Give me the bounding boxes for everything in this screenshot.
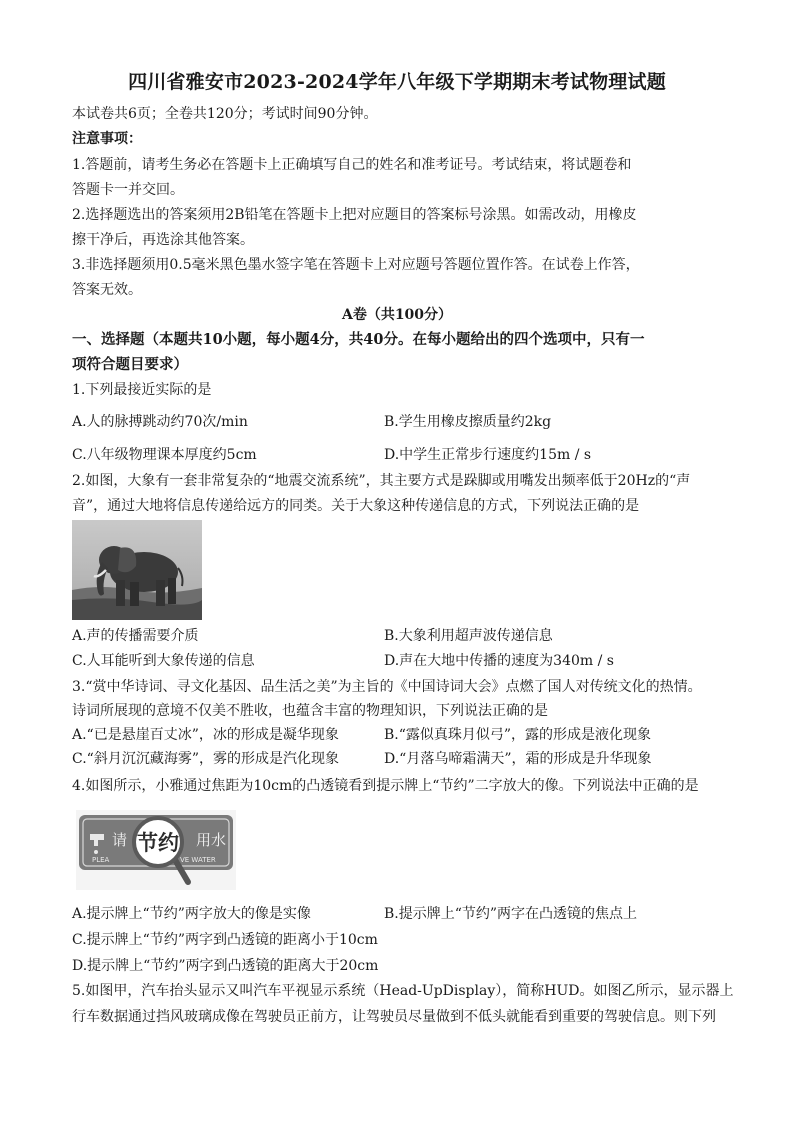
q3-option-b: B.“露似真珠月似弓”，露的形成是液化现象 [384, 727, 652, 743]
page-title: 四川省雅安市2023-2024学年八年级下学期期末考试物理试题 [128, 71, 666, 93]
q4-option-a: A.提示牌上“节约”两字放大的像是实像 [72, 906, 311, 922]
q1-option-c: C.八年级物理课本厚度约5cm [72, 447, 257, 463]
q1-option-b: B.学生用橡皮擦质量约2kg [384, 414, 552, 430]
volume-title: A卷（共100分） [341, 307, 453, 323]
notes-heading: 注意事项： [72, 131, 142, 147]
sign-sub-left: PLEA [92, 856, 110, 864]
sign-image [76, 810, 236, 890]
note-line: 3.非选择题须用0.5毫米黑色墨水签字笔在答题卡上对应题号答题位置作答。在试卷上作答， [72, 257, 640, 273]
q3-option-d: D.“月落乌啼霜满天”，霜的形成是升华现象 [384, 751, 652, 767]
sign-char-tail: 用水 [196, 831, 227, 849]
sign-char-left: 请 [112, 831, 128, 849]
q1-option-d: D.中学生正常步行速度约15m / s [384, 447, 592, 463]
section-heading: 项符合题目要求） [72, 356, 188, 373]
q4-option-b: B.提示牌上“节约”两字在凸透镜的焦点上 [384, 906, 638, 922]
q2-option-c: C.人耳能听到大象传递的信息 [72, 653, 255, 669]
q1-option-a: A.人的脉搏跳动约70次/min [72, 414, 248, 430]
note-line: 答题卡一并交回。 [72, 182, 184, 198]
question-2-stem: 2.如图，大象有一套非常复杂的“地震交流系统”，其主要方式是跺脚或用嘴发出频率低于20Hz的“声 [72, 473, 691, 489]
q3-option-a: A.“已是悬崖百丈冰”，冰的形成是凝华现象 [72, 727, 339, 743]
q2-option-b: B.大象利用超声波传递信息 [384, 628, 553, 644]
question-2-stem: 音”，通过大地将信息传递给远方的同类。关于大象这种传递信息的方式，下列说法正确的是 [72, 498, 640, 514]
note-line: 答案无效。 [72, 282, 142, 298]
question-5-stem: 5.如图甲，汽车抬头显示又叫汽车平视显示系统（Head-UpDisplay），简称HUD。如图乙所示，显示器上 [72, 983, 734, 999]
sign-sub-right: VE WATER [180, 856, 216, 864]
question-5-stem: 行车数据通过挡风玻璃成像在驾驶员正前方，让驾驶员尽量做到不低头就能看到重要的驾驶信息。则下列 [72, 1009, 716, 1025]
question-1-stem: 1.下列最接近实际的是 [72, 382, 212, 398]
section-heading: 一、选择题（本题共10小题，每小题4分，共40分。在每小题给出的四个选项中，只有一 [72, 331, 645, 348]
question-4-stem: 4.如图所示，小雅通过焦距为10cm的凸透镜看到提示牌上“节约”二字放大的像。下列说法中正确的是 [72, 778, 699, 794]
question-3-stem: 诗词所展现的意境不仅美不胜收，也蕴含丰富的物理知识，下列说法正确的是 [72, 703, 548, 719]
q3-option-c: C.“斜月沉沉藏海雾”，雾的形成是汽化现象 [72, 751, 339, 767]
intro-text: 本试卷共6页；全卷共120分；考试时间90分钟。 [72, 106, 378, 122]
q4-option-d: D.提示牌上“节约”两字到凸透镜的距离大于20cm [72, 958, 379, 974]
question-3-stem: 3.“赏中华诗词、寻文化基因、品生活之美”为主旨的《中国诗词大会》点燃了国人对传统文化的热情。 [72, 679, 702, 695]
note-line: 2.选择题选出的答案须用2B铅笔在答题卡上把对应题目的答案标号涂黑。如需改动，用橡皮 [72, 207, 637, 223]
q2-option-d: D.声在大地中传播的速度为340m / s [384, 653, 614, 669]
elephant-image [72, 520, 202, 620]
note-line: 1.答题前，请考生务必在答题卡上正确填写自己的姓名和准考证号。考试结束，将试题卷和 [72, 157, 632, 173]
q2-option-a: A.声的传播需要介质 [72, 628, 199, 644]
note-line: 擦干净后，再选涂其他答案。 [72, 232, 254, 248]
q4-option-c: C.提示牌上“节约”两字到凸透镜的距离小于10cm [72, 932, 378, 948]
magnified-text: 节约 [137, 831, 179, 855]
